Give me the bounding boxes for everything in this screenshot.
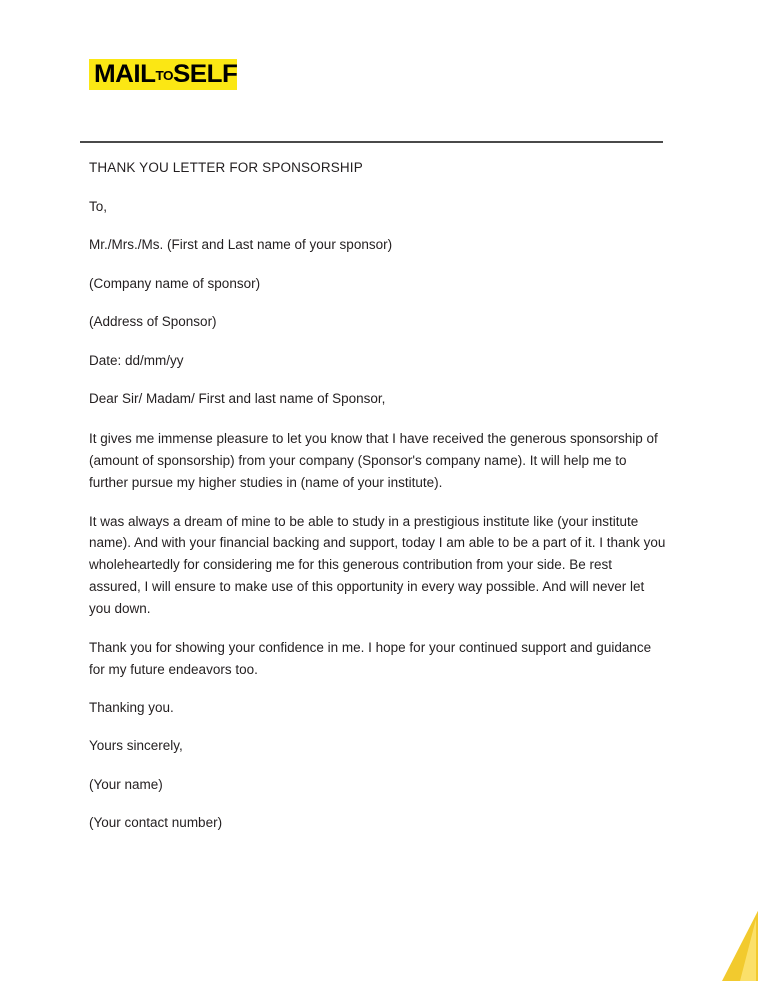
closing-contact-placeholder: (Your contact number) <box>89 815 223 831</box>
logo-word-self: SELF <box>172 60 238 88</box>
corner-wedge-highlight <box>740 919 756 981</box>
body-paragraph-3: Thank you for showing your confidence in me. I hope for your continued support and guidance for my future endeavors too. <box>89 639 652 677</box>
body-paragraph-2: It was always a dream of mine to be able to study in a prestigious institute like (your institute name). And with your financial backing and support, today I am able to be a part of it. I thank you wholeheartedly for considering me for this generous contribution from your side. Be rest assured, I will ensure to make use of this opportunity in every way possible. And will never let you down. <box>89 513 666 616</box>
logo-highlight-badge <box>89 59 237 90</box>
body-paragraph-1: It gives me immense pleasure to let you know that I have received the generous sponsorship of (amount of sponsorship) from your company (Sponsor's company name). It will help me to further pursue my higher studies in (name of your institute). <box>89 430 658 490</box>
letter-title: THANK YOU LETTER FOR SPONSORSHIP <box>89 160 363 175</box>
brand-logo <box>89 59 237 90</box>
greeting-line: Dear Sir/ Madam/ First and last name of Sponsor, <box>89 391 386 407</box>
closing-sign-off: Yours sincerely, <box>89 738 183 754</box>
corner-wedge-decoration <box>710 903 758 981</box>
closing-thanking: Thanking you. <box>89 699 174 715</box>
letter-body <box>89 158 667 833</box>
recipient-name-line: Mr./Mrs./Ms. (First and Last name of your sponsor) <box>89 237 393 253</box>
logo-wordmark <box>94 61 237 87</box>
logo-word-mail: MAIL <box>94 60 156 88</box>
recipient-to-label: To, <box>89 198 108 214</box>
recipient-company-line: (Company name of sponsor) <box>89 275 261 291</box>
logo-word-to: TO <box>155 68 173 83</box>
header-divider <box>80 141 663 143</box>
date-line: Date: dd/mm/yy <box>89 352 184 368</box>
recipient-address-line: (Address of Sponsor) <box>89 314 217 330</box>
corner-wedge-shape <box>722 903 758 981</box>
closing-name-placeholder: (Your name) <box>89 776 163 792</box>
